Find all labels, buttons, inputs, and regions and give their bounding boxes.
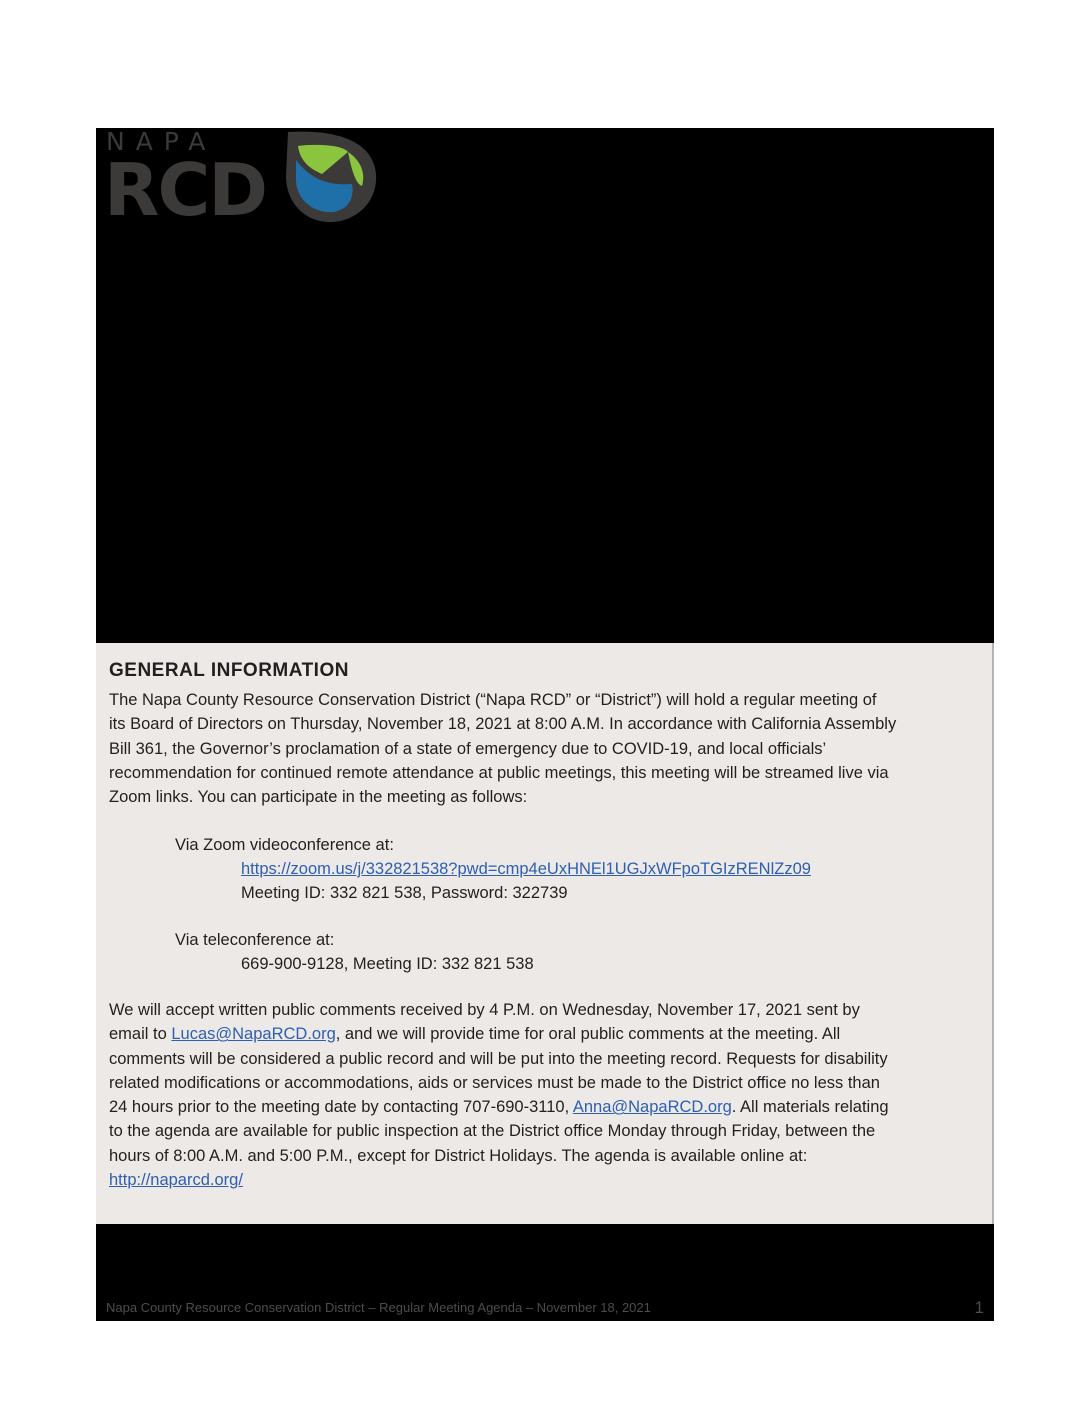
text-line xyxy=(109,1168,979,1192)
leaf-drop-icon xyxy=(282,128,379,224)
website-link[interactable]: http://naparcd.org/ xyxy=(109,1171,243,1190)
comments-paragraph xyxy=(109,998,979,1192)
zoom-meeting-details: Meeting ID: 332 821 538, Password: 322739 xyxy=(241,884,568,902)
text-line: to the agenda are available for public inspection at the District office Monday through Friday, between the xyxy=(109,1122,876,1141)
text-line: We will accept written public comments received by 4 P.M. on Wednesday, November 17, 2021 sent by xyxy=(109,1001,860,1019)
general-information-section xyxy=(96,643,994,1224)
page-footer xyxy=(96,1224,994,1321)
logo-napa-text: NAPA xyxy=(106,127,217,156)
text-line: Zoom links. You can participate in the meeting as follows: xyxy=(109,788,528,807)
text-line: The Napa County Resource Conservation District (“Napa RCD” or “District”) will hold a regular meeting of xyxy=(109,691,877,709)
text-line: comments will be considered a public record and will be put into the meeting record. Requests for disability xyxy=(109,1049,888,1068)
intro-paragraph xyxy=(109,688,979,809)
logo-rcd-text: RCD xyxy=(104,148,267,232)
text-fragment: email to xyxy=(109,1025,172,1044)
teleconference-label: Via teleconference at: xyxy=(175,931,335,949)
zoom-link-wrap xyxy=(241,857,811,881)
text-line: Bill 361, the Governor’s proclamation of a state of emergency due to COVID-19, and local officials’ xyxy=(109,739,827,758)
text-line xyxy=(109,1095,979,1119)
text-fragment: , and we will provide time for oral public comments at the meeting. All xyxy=(335,1025,841,1044)
text-fragment: 24 hours prior to the meeting date by contacting 707-690-3110, xyxy=(109,1098,573,1117)
zoom-link[interactable]: https://zoom.us/j/332821538?pwd=cmp4eUxHNEl1UGJxWFpoTGIzRENlZz09 xyxy=(241,860,811,878)
text-line: its Board of Directors on Thursday, November 18, 2021 at 8:00 A.M. In accordance with California Assembly xyxy=(109,715,897,734)
footer-text: Napa County Resource Conservation District – Regular Meeting Agenda – November 18, 2021 xyxy=(106,1300,651,1315)
anna-email-link[interactable]: Anna@NapaRCD.org xyxy=(572,1098,732,1117)
zoom-label: Via Zoom videoconference at: xyxy=(175,836,394,854)
lucas-email-link[interactable]: Lucas@NapaRCD.org xyxy=(171,1025,336,1044)
text-line: hours of 8:00 A.M. and 5:00 P.M., except for District Holidays. The agenda is available online at: xyxy=(109,1146,808,1165)
text-line: recommendation for continued remote attendance at public meetings, this meeting will be streamed live via xyxy=(109,763,889,782)
napa-rcd-logo xyxy=(104,127,379,232)
teleconference-number: 669-900-9128, Meeting ID: 332 821 538 xyxy=(241,955,534,973)
text-line xyxy=(109,1022,979,1046)
text-line: related modifications or accommodations, aids or services must be made to the District office no less than xyxy=(109,1073,880,1092)
section-title: GENERAL INFORMATION xyxy=(109,660,349,681)
text-fragment: . All materials relating xyxy=(731,1098,889,1117)
page-number: 1 xyxy=(974,1298,984,1317)
